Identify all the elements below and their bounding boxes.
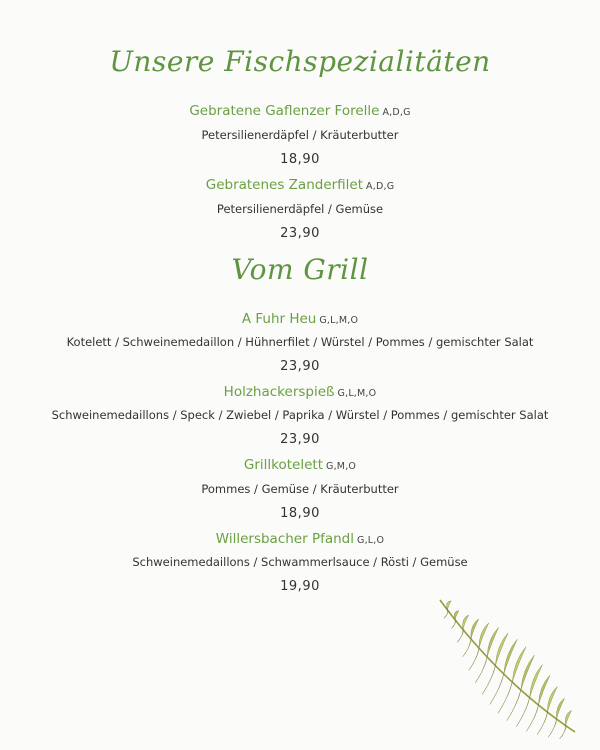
allergen-codes: A,D,G	[382, 107, 411, 118]
dish-name-text: A Fuhr Heu	[241, 311, 317, 327]
dish-name	[0, 457, 600, 473]
dish-price: 19,90	[280, 579, 320, 594]
dish-price: 23,90	[280, 432, 320, 447]
dish-name	[0, 384, 600, 400]
dish-description: Schweinemedaillons / Speck / Zwiebel / Paprika / Würstel / Pommes / gemischter Salat	[51, 408, 549, 422]
allergen-codes: G,L,M,O	[319, 315, 359, 326]
dish-price: 18,90	[280, 506, 320, 521]
allergen-codes: A,D,G	[366, 181, 395, 192]
allergen-codes: G,L,M,O	[337, 388, 377, 399]
allergen-codes: G,L,O	[357, 535, 385, 546]
section-title-grill: Vom Grill	[231, 253, 369, 286]
dish-name	[0, 311, 600, 327]
dish-price: 18,90	[280, 152, 320, 167]
dish-description: Kotelett / Schweinemedaillon / Hühnerfilet / Würstel / Pommes / gemischter Salat	[66, 335, 534, 349]
allergen-codes: G,M,O	[326, 461, 357, 472]
dish-name-text: Gebratenes Zanderfilet	[205, 177, 364, 193]
dish-name-text: Grillkotelett	[243, 457, 324, 473]
fern-leaf-icon	[430, 592, 590, 742]
dish-price: 23,90	[280, 359, 320, 374]
dish-name	[0, 531, 600, 547]
dish-description: Pommes / Gemüse / Kräuterbutter	[201, 482, 399, 496]
dish-name	[0, 103, 600, 119]
dish-price: 23,90	[280, 226, 320, 241]
dish-description: Schweinemedaillons / Schwammerlsauce / Rösti / Gemüse	[132, 555, 468, 569]
dish-description: Petersilienerdäpfel / Gemüse	[216, 202, 384, 216]
dish-description: Petersilienerdäpfel / Kräuterbutter	[201, 128, 399, 142]
dish-name	[0, 177, 600, 193]
dish-name-text: Willersbacher Pfandl	[215, 531, 355, 547]
section-title-fish: Unsere Fischspezialitäten	[109, 45, 491, 78]
dish-name-text: Holzhackerspieß	[223, 384, 335, 400]
dish-name-text: Gebratene Gaflenzer Forelle	[189, 103, 380, 119]
